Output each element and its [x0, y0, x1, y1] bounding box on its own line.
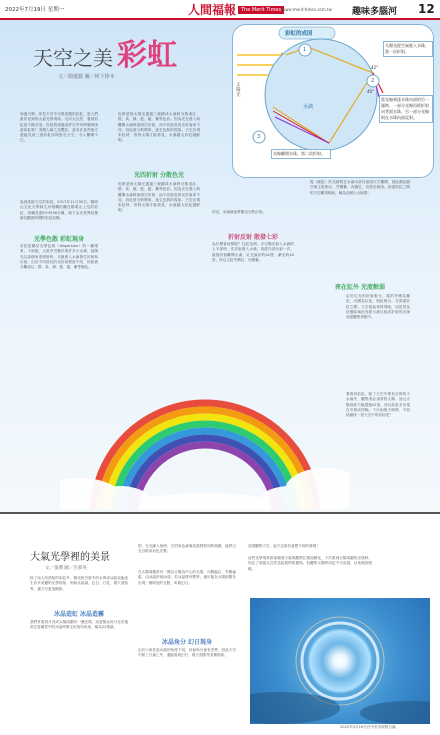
diagram-note-1-text: 太陽光從空氣進入水珠，第一次折射。 — [385, 43, 429, 54]
diagram-title: 彩虹的成因 — [285, 31, 313, 37]
page-header — [0, 0, 440, 20]
article2-title: 大氣光學裡的美景 — [30, 552, 110, 563]
diagram-note-2 — [379, 95, 433, 123]
article1-paragraph-3b: 色散是指太陽光通過三稜鏡或水滴時分散成紅、橙、黃、綠、藍、靛、紫等色彩。因為光在進入與離開水滴時會兩次折射，而不同波長的光折射率不同，因此被分散開來，產生色散的現象。天空出現彩虹時，背對太陽才能看見，水滴越大彩虹越鮮明。 — [118, 182, 200, 213]
article2-paragraph-2: 我們常看到月亮或太陽周圍有一圈光環，這是陽光或月光穿過高空卷層雲中的冰晶時發生折射所形成，稱為22度暈。 — [30, 620, 128, 630]
article2-byline: 文／張灣 圖／呂慕英 — [45, 566, 87, 571]
article1-paragraph-4: 的光，水滴就會將陽光分散出來。 — [212, 210, 266, 214]
halo-photo-caption: 2022年5月16日台中市出現的日暈。 — [340, 725, 400, 729]
header-page-number: 12 — [418, 2, 435, 16]
article2-separator — [0, 512, 440, 514]
header-date: 2022年7月19日 星期一 — [5, 7, 65, 13]
diagram-note-2-text: 當光線到達水珠內部的另一邊時，一部分光線再經折射向背面水珠，另一部分光線則在水珠內部反射。 — [381, 97, 429, 120]
article1-title-main: 天空之美 — [33, 46, 113, 70]
article1-paragraph-3 — [118, 112, 200, 164]
article1-heading-4: 亮在紅外 光度較弱 — [334, 284, 386, 291]
article2-heading-1: 冰晶造虹 冰晶造霧 — [53, 611, 105, 618]
rainbow-illustration-svg — [60, 300, 350, 510]
diagram-note-3-text: 光線離開水珠，第二次折射。 — [273, 151, 325, 156]
diagram-step-3-number: 3 — [257, 134, 261, 140]
article1-heading-3: 折射反射 散發七彩 — [227, 234, 279, 241]
rainbow-illustration — [60, 300, 350, 510]
rainbow-diagram — [232, 24, 434, 178]
halo-photo — [250, 598, 430, 724]
article1-title — [33, 30, 177, 74]
diagram-note-3 — [271, 149, 331, 159]
article2-paragraph-4: 在太陽周圍常有一圈以太陽為中心的光環，內側偏紅、外側偏藍，由冰晶折射而成。若冰晶排列整齊，還可能在太陽兩側各出現一個明亮的光點，叫做幻日。 — [138, 570, 236, 585]
article1-paragraph-6: 霓（副虹）的光線則在水滴內部反射兩次才離開，因此顏色順序與主虹相反，外圈紫、內圈紅，亮度也較暗。兩道彩虹之間的天空顯得較暗，稱為亞歷山大暗帶。 — [310, 180, 410, 195]
article1-intro: 雨過天晴，常在天空中出現美麗的彩虹，是人們最常見到的大氣光學現象。走向大自然，看到彩虹是不錯享受。你曾看到過或許空中同時懸著兩道彩虹嗎？美國人稱之為雙虹，甚至在某些地方還能見到三道彩虹同時掛在天空，令人驚嘆不已。 — [20, 112, 98, 143]
header-logo-en: The Merit Times — [238, 6, 284, 14]
article2-paragraph-6: 試著觀察天空，說不定會有意想不到的發現！ — [248, 544, 320, 548]
article2-heading-2: 冰晶角分 幻日現身 — [161, 639, 213, 646]
article1-heading-1: 光學色散 彩虹現身 — [33, 236, 85, 243]
article2-paragraph-5: 由於六角柱狀冰晶的角度不同，折射角分會有差異，因此天空中除了日暈之外，還能看到幻日、環天頂弧等美麗現象。 — [138, 648, 236, 658]
article2-paragraph-7: 這些光學現象都會隨著天氣與觀察位置而變化，下次看到太陽周圍的光環時，別忘了欣賞大自然送給我們的禮物。但觀察太陽時切記不可直視，以免傷害眼睛。 — [248, 556, 372, 571]
article1-paragraph-2: 彩虹是屬於光學色散（dispersion）的一種現象。下雨後，大氣中仍懸浮著許多小水滴，當陽光以某個角度照射時，光線進入水滴發生折射與反射，由於不同波長的光折射程度不同，因而被分離成紅、橙、黃、綠、藍、靛、紫等顏色。 — [20, 244, 98, 270]
header-section: 趣味多腦河 — [352, 7, 398, 17]
article1-paragraph-8: 要看到彩虹，除了天空中要有足夠的小水滴外，觀察者必須背對太陽，而且太陽高度不能超過42度，所以彩虹多出現在早晨或傍晚。下次雨後天晴時，不妨抬頭找一找天空中的彩虹吧！ — [346, 392, 410, 418]
article1-byline: 文／閻蓮賢 圖／何下捧本 — [58, 74, 115, 80]
diagram-sun-label: 太陽光 — [236, 83, 241, 98]
article1-paragraph-3-text: 色散是指太陽光通過三稜鏡或水滴時分散成紅、橙、黃、綠、藍、靛、紫等色彩。因為光在進入與離開水滴時會兩次折射，而不同波長的光折射率不同，因此被分散開來，產生色散的現象。天空出現彩虹時，背對太陽才能看見，水滴越大彩虹越鮮明。 — [118, 112, 200, 143]
article1-heading-2: 光四折射 分散色光 — [133, 172, 185, 179]
article2-paragraph-1: 除了雨人所熟知的彩虹外，陽光和空氣中的水珠或冰晶也能產生許多美麗的光學現象，例如冰晶暈、幻日、日柱、環天頂弧等，讓天空更加繽紛。 — [30, 576, 128, 591]
diagram-water-label: 水滴 — [303, 104, 314, 110]
diagram-note-1 — [383, 41, 433, 57]
header-logo: 人間福報 — [188, 3, 237, 17]
diagram-step-1-number: 1 — [303, 47, 307, 53]
header-site: www.merit-times.com.tw — [282, 7, 332, 12]
article1-paragraph-7: 由於紅光的折射較小，霓的外圈為紫色，內圈為紅色，與虹相反。在兩道彩虹之間，天空看起來特別暗，這是因為這個區域沒有經水滴反射或折射的光線到達觀察者眼中。 — [346, 294, 410, 320]
raindrop-circle — [265, 39, 377, 151]
article2-paragraph-3: 型，在光線入射時，它的角色就像是我們熟知的稜鏡，能將白光分散成彩色光帶。 — [138, 544, 236, 554]
article2-section — [0, 512, 440, 735]
article1-paragraph-5: 為什麼會這樣呢？以虹為例，平行陽光射入水滴的上半部時，先折射進入水滴，再經內部反射一次，最後折射離開水滴，紅光偏折約42度，紫光約40度，所以主虹外圈紅、內圈紫。 — [212, 242, 294, 262]
article1-title-rainbow: 彩虹 — [117, 38, 177, 73]
diagram-angle-40: 40° — [367, 89, 375, 94]
diagram-angle-42: 42° — [371, 65, 379, 70]
halo-ring-svg — [250, 598, 430, 724]
article1-paragraph-1: 說到高掛天空的彩虹，2017年11月30日，陽明山文化大學師生用相機拍攝在陽明山上空的彩虹，持續長達8小時58分鐘，創下金氏世界紀錄最長觀看時間的彩虹紀錄。 — [20, 200, 98, 220]
diagram-step-2-number: 2 — [371, 78, 375, 84]
